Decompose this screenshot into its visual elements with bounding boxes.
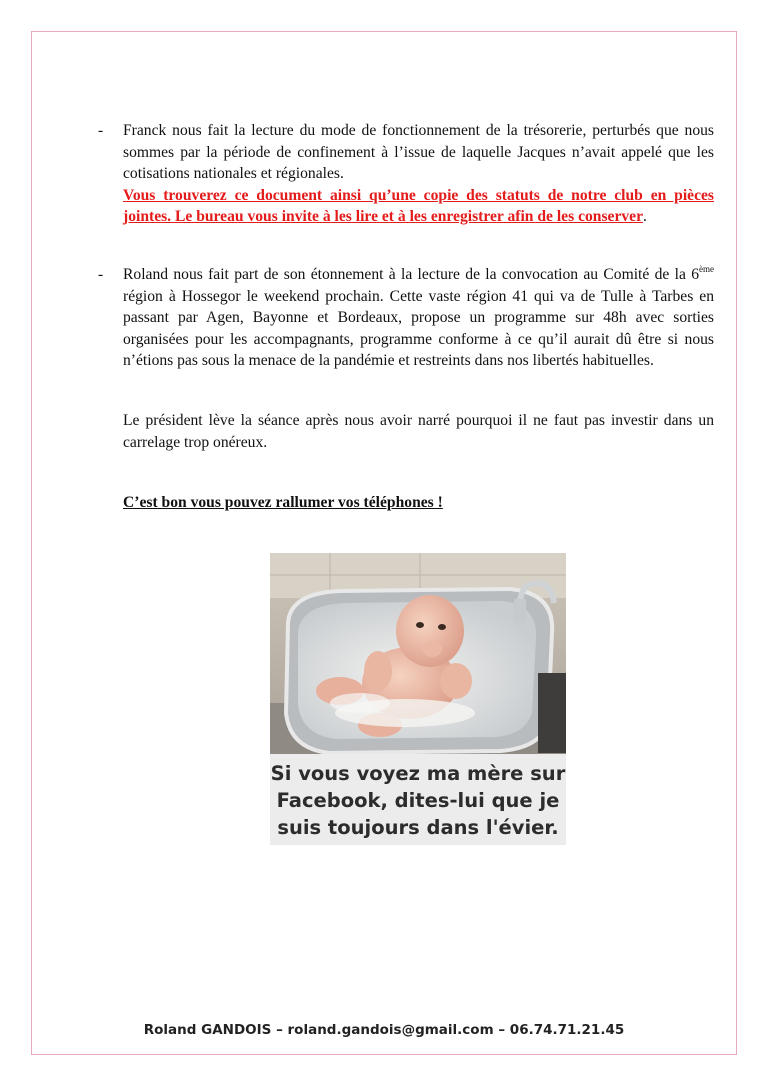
closing-line: C’est bon vous pouvez rallumer vos téléphones ! (123, 494, 443, 511)
baby-in-sink-picture (270, 553, 566, 763)
meme-caption (270, 754, 566, 845)
paragraph-convocation (123, 264, 714, 372)
meme-caption-line: suis toujours dans l'évier. (277, 816, 559, 839)
bullet-dash: - (98, 122, 104, 139)
ordinal-superscript: ème (699, 263, 714, 274)
meme-caption-line: Si vous voyez ma mère sur (270, 762, 566, 785)
attachment-notice: Vous trouverez ce document ainsi qu’une copie des statuts de notre club en pièces jointes. Le bureau vous invite à les lire et à les enregistrer afin de les conserver (123, 186, 714, 225)
convocation-text-b: région à Hossegor le weekend prochain. Cette vaste région 41 qui va de Tulle à Tarbes en passant par Agen, Bayonne et Bordeaux, propose un programme sur 48h avec sorties organisées pour les accompagnants, programme conforme à ce qu’il aurait dû être si nous n’étions pas sous la menace de la pandémie et restreints dans nos libertés habituelles. (123, 287, 714, 369)
meme-image (270, 553, 566, 845)
meme-caption-line: Facebook, dites-lui que je (276, 789, 560, 812)
footer-contact: Roland GANDOIS – roland.gandois@gmail.com – 06.74.71.21.45 (143, 1022, 625, 1038)
treasury-text: Franck nous fait la lecture du mode de fonctionnement de la trésorerie, perturbés que nous sommes par la période de confinement à l’issue de laquelle Jacques n’avait appelé que les cotisations nationales et régionales. (123, 122, 714, 182)
paragraph-treasury (123, 120, 714, 228)
attachment-notice-end: . (643, 208, 647, 225)
paragraph-closing-session: Le président lève la séance après nous avoir narré pourquoi il ne faut pas investir dans un carrelage trop onéreux. (123, 412, 714, 451)
convocation-text-a: Roland nous fait part de son étonnement à la lecture de la convocation au Comité de la 6 (123, 266, 699, 283)
bullet-dash: - (98, 266, 104, 283)
